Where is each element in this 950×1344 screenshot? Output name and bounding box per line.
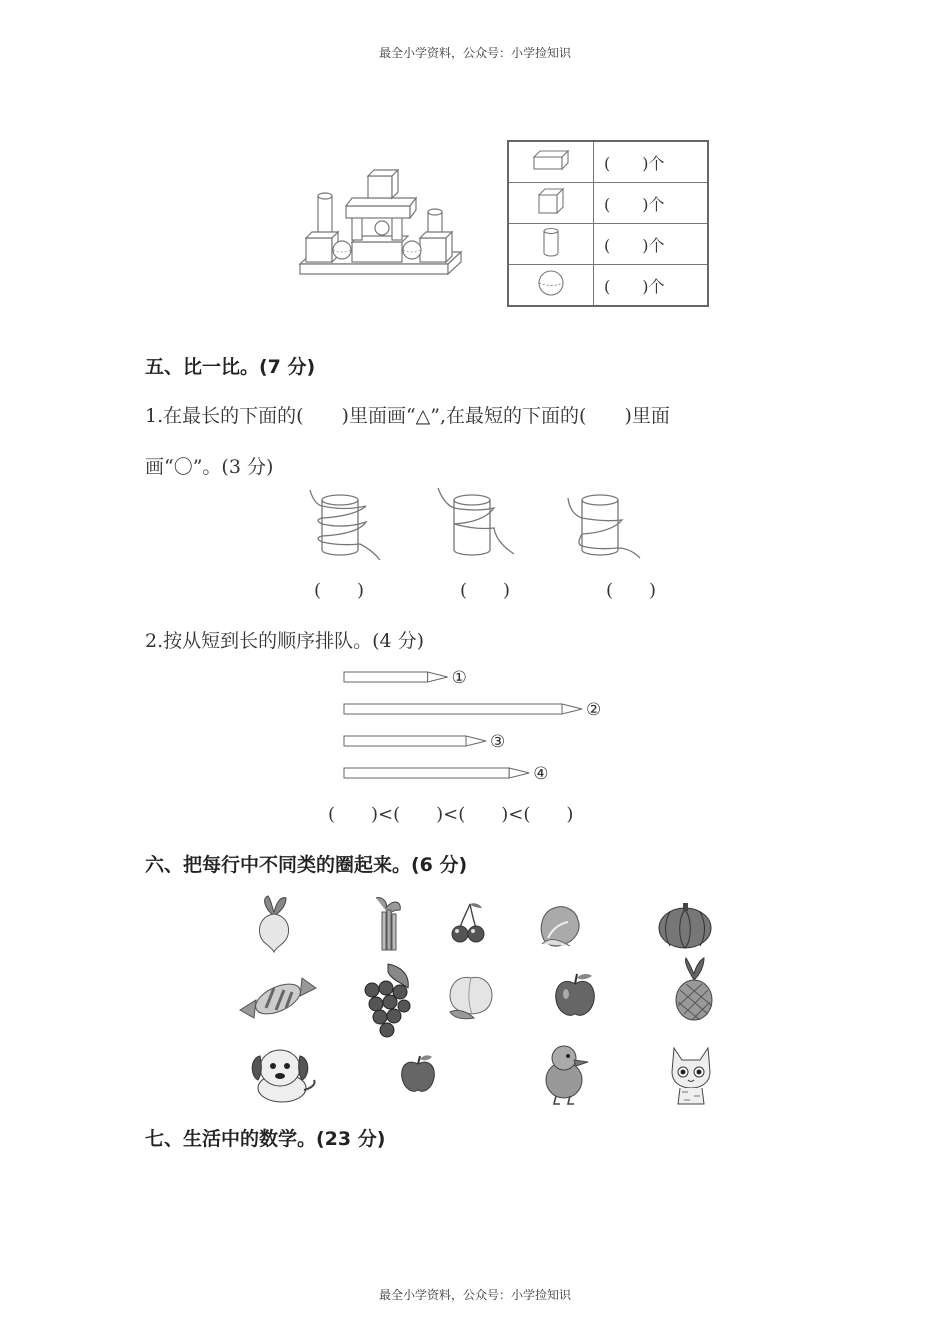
cylinder-count-field[interactable]: ( )个 — [594, 224, 709, 265]
pencil-body — [344, 672, 428, 682]
pencil-body — [344, 736, 466, 746]
pineapple-icon[interactable] — [670, 956, 718, 1022]
pencil-label: ② — [586, 700, 602, 720]
dog-icon[interactable] — [248, 1040, 318, 1106]
cube-cell — [508, 183, 594, 224]
peach-icon[interactable] — [444, 970, 498, 1020]
pencil-tip — [562, 704, 582, 714]
cube-count-field[interactable]: ( )个 — [594, 183, 709, 224]
radish-icon[interactable] — [250, 894, 298, 954]
wrapped-cylinders — [300, 484, 660, 564]
order-answer-line[interactable]: ( )<( )<( )<( ) — [328, 804, 574, 825]
table-row — [508, 265, 708, 307]
section5-title: 五、比一比。(7 分) — [145, 356, 316, 378]
shape-count-table — [507, 140, 709, 307]
apple-icon[interactable] — [552, 970, 598, 1020]
cylinder-rope-2 — [438, 488, 514, 555]
building-blocks-illustration — [296, 166, 464, 280]
page-footer: 最全小学资料，公众号：小学捡知识 — [378, 1288, 571, 1302]
duck-icon[interactable] — [538, 1040, 594, 1106]
q1-text-line2: 画“〇”。(3 分) — [145, 456, 274, 478]
grapes-icon[interactable] — [360, 960, 414, 1040]
pencil-3 — [344, 732, 505, 752]
page-header: 最全小学资料，公众号：小学捡知识 — [378, 46, 571, 60]
pencil-tip — [428, 672, 448, 682]
sphere-icon — [536, 268, 566, 298]
answer-paren-1[interactable]: ( ) — [314, 580, 365, 601]
cylinder-rope-1 — [310, 490, 380, 560]
cabbage-icon[interactable] — [534, 900, 586, 950]
pencils-chart — [340, 664, 620, 788]
q1-text-line1: 1.在最长的下面的( )里面画“△”,在最短的下面的( )里面 — [145, 405, 670, 427]
cuboid-icon — [531, 148, 571, 172]
apple-small-icon[interactable] — [398, 1052, 438, 1096]
pencil-body — [344, 704, 562, 714]
pencil-label: ③ — [490, 732, 506, 752]
pencil-label: ④ — [533, 764, 549, 784]
pencil-2 — [344, 700, 601, 720]
cuboid-count-field[interactable]: ( )个 — [594, 141, 709, 183]
cuboid-cell — [508, 141, 594, 183]
section7-title: 七、生活中的数学。(23 分) — [145, 1128, 386, 1150]
cat-icon[interactable] — [664, 1042, 718, 1106]
sphere-cell — [508, 265, 594, 307]
answer-paren-2[interactable]: ( ) — [460, 580, 511, 601]
cylinder-rope-3 — [568, 495, 640, 558]
pencil-4 — [344, 764, 548, 784]
pencil-label: ① — [451, 668, 467, 688]
section6-title: 六、把每行中不同类的圈起来。(6 分) — [145, 854, 468, 876]
q2-text: 2.按从短到长的顺序排队。(4 分) — [145, 630, 425, 652]
candy-icon[interactable] — [236, 974, 320, 1024]
cube-icon — [536, 187, 566, 215]
cylinder-icon — [541, 227, 561, 257]
cylinder-cell — [508, 224, 594, 265]
pencil-1 — [344, 668, 467, 688]
table-row — [508, 224, 708, 265]
pencil-tip — [509, 768, 529, 778]
cherry-icon[interactable] — [448, 900, 488, 944]
pencil-tip — [466, 736, 486, 746]
celery-icon[interactable] — [368, 894, 408, 952]
table-row — [508, 141, 708, 183]
table-row — [508, 183, 708, 224]
sphere-count-field[interactable]: ( )个 — [594, 265, 709, 307]
pencil-body — [344, 768, 509, 778]
answer-paren-3[interactable]: ( ) — [606, 580, 657, 601]
pumpkin-icon[interactable] — [656, 900, 714, 950]
